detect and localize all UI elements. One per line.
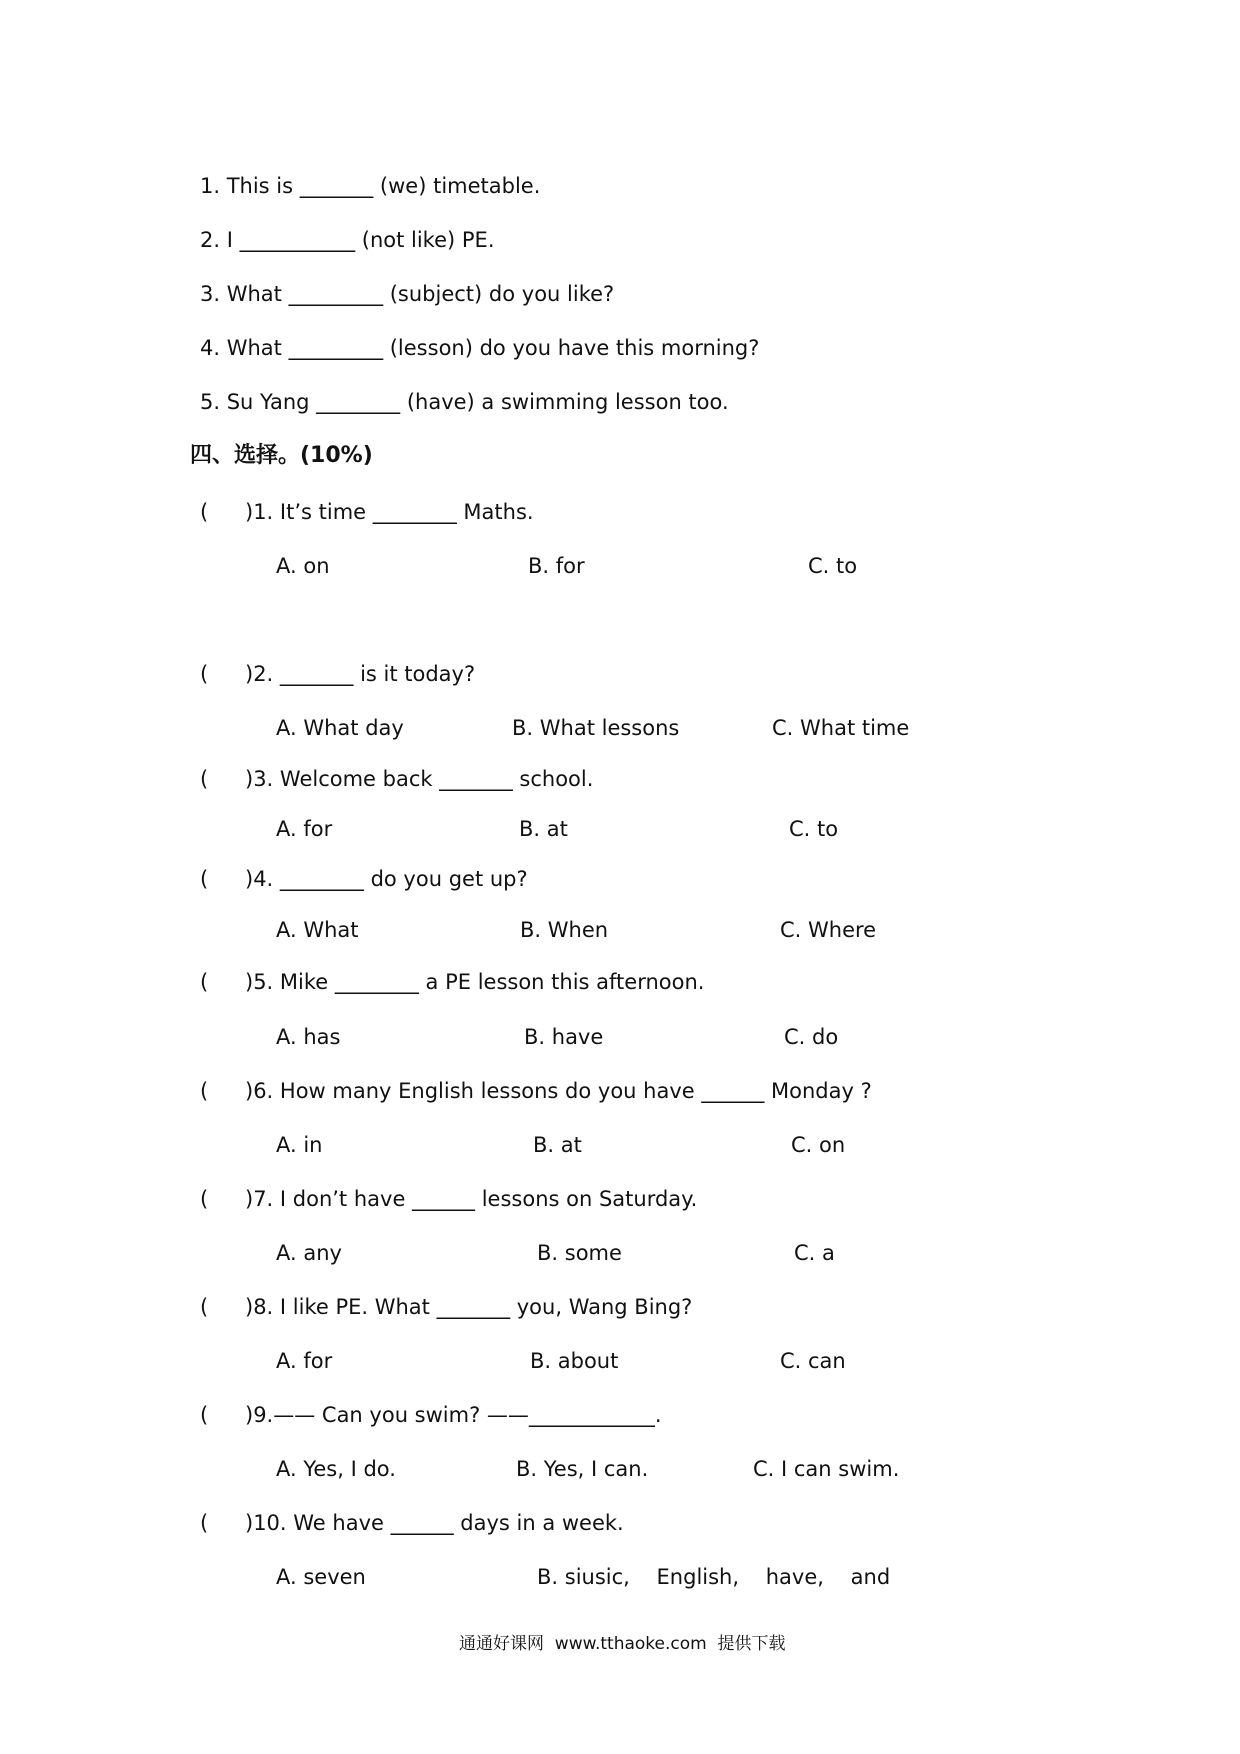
question-text: )8. I like PE. What _______ you, Wang Bing?: [245, 1295, 693, 1319]
option-a: A. for: [276, 1349, 333, 1373]
question-text: )9.—— Can you swim? ——____________.: [245, 1403, 662, 1427]
question-text: )10. We have ______ days in a week.: [245, 1511, 624, 1535]
question-text: )4. ________ do you get up?: [245, 867, 528, 891]
option-c: C. a: [794, 1241, 835, 1265]
option-b: B. have: [524, 1025, 604, 1049]
answer-paren: (: [200, 500, 209, 524]
answer-paren: (: [200, 662, 209, 686]
question-text: )1. It’s time ________ Maths.: [245, 500, 534, 524]
question-text: )2. _______ is it today?: [245, 662, 476, 686]
option-a: A. seven: [276, 1565, 366, 1589]
option-b: B. When: [520, 918, 609, 942]
fill-in-item: 5. Su Yang ________ (have) a swimming lesson too.: [200, 390, 729, 414]
answer-paren: (: [200, 1511, 209, 1535]
fill-in-item: 3. What _________ (subject) do you like?: [200, 282, 615, 306]
option-a: A. on: [276, 554, 330, 578]
option-b: B. siusic, English, have, and: [537, 1565, 891, 1589]
option-c: C. Where: [780, 918, 877, 942]
answer-paren: (: [200, 970, 209, 994]
question-text: )3. Welcome back _______ school.: [245, 767, 594, 791]
option-c: C. can: [780, 1349, 846, 1373]
option-c: C. I can swim.: [753, 1457, 900, 1481]
question-text: )6. How many English lessons do you have ______ Monday ?: [245, 1079, 872, 1103]
option-b: B. some: [537, 1241, 622, 1265]
option-c: C. to: [808, 554, 858, 578]
option-a: A. Yes, I do.: [276, 1457, 396, 1481]
option-b: B. Yes, I can.: [516, 1457, 649, 1481]
option-c: C. do: [784, 1025, 839, 1049]
option-a: A. What: [276, 918, 359, 942]
option-c: C. to: [789, 817, 839, 841]
fill-in-item: 4. What _________ (lesson) do you have this morning?: [200, 336, 760, 360]
option-a: A. has: [276, 1025, 341, 1049]
answer-paren: (: [200, 1079, 209, 1103]
fill-in-item: 2. I ___________ (not like) PE.: [200, 228, 495, 252]
answer-paren: (: [200, 1187, 209, 1211]
answer-paren: (: [200, 1295, 209, 1319]
option-b: B. about: [530, 1349, 619, 1373]
question-text: )7. I don’t have ______ lessons on Saturday.: [245, 1187, 698, 1211]
option-b: B. What lessons: [512, 716, 680, 740]
option-a: A. What day: [276, 716, 404, 740]
option-c: C. on: [791, 1133, 846, 1157]
option-b: B. at: [519, 817, 568, 841]
fill-in-item: 1. This is _______ (we) timetable.: [200, 174, 541, 198]
option-b: B. for: [528, 554, 585, 578]
footer-credit: 通通好课网 www.tthaoke.com 提供下载: [459, 1634, 786, 1654]
option-a: A. in: [276, 1133, 323, 1157]
section-heading: 四、选择。(10%): [190, 443, 373, 468]
option-a: A. for: [276, 817, 333, 841]
option-a: A. any: [276, 1241, 342, 1265]
option-b: B. at: [533, 1133, 582, 1157]
option-c: C. What time: [772, 716, 910, 740]
question-text: )5. Mike ________ a PE lesson this afternoon.: [245, 970, 705, 994]
answer-paren: (: [200, 767, 209, 791]
answer-paren: (: [200, 867, 209, 891]
answer-paren: (: [200, 1403, 209, 1427]
